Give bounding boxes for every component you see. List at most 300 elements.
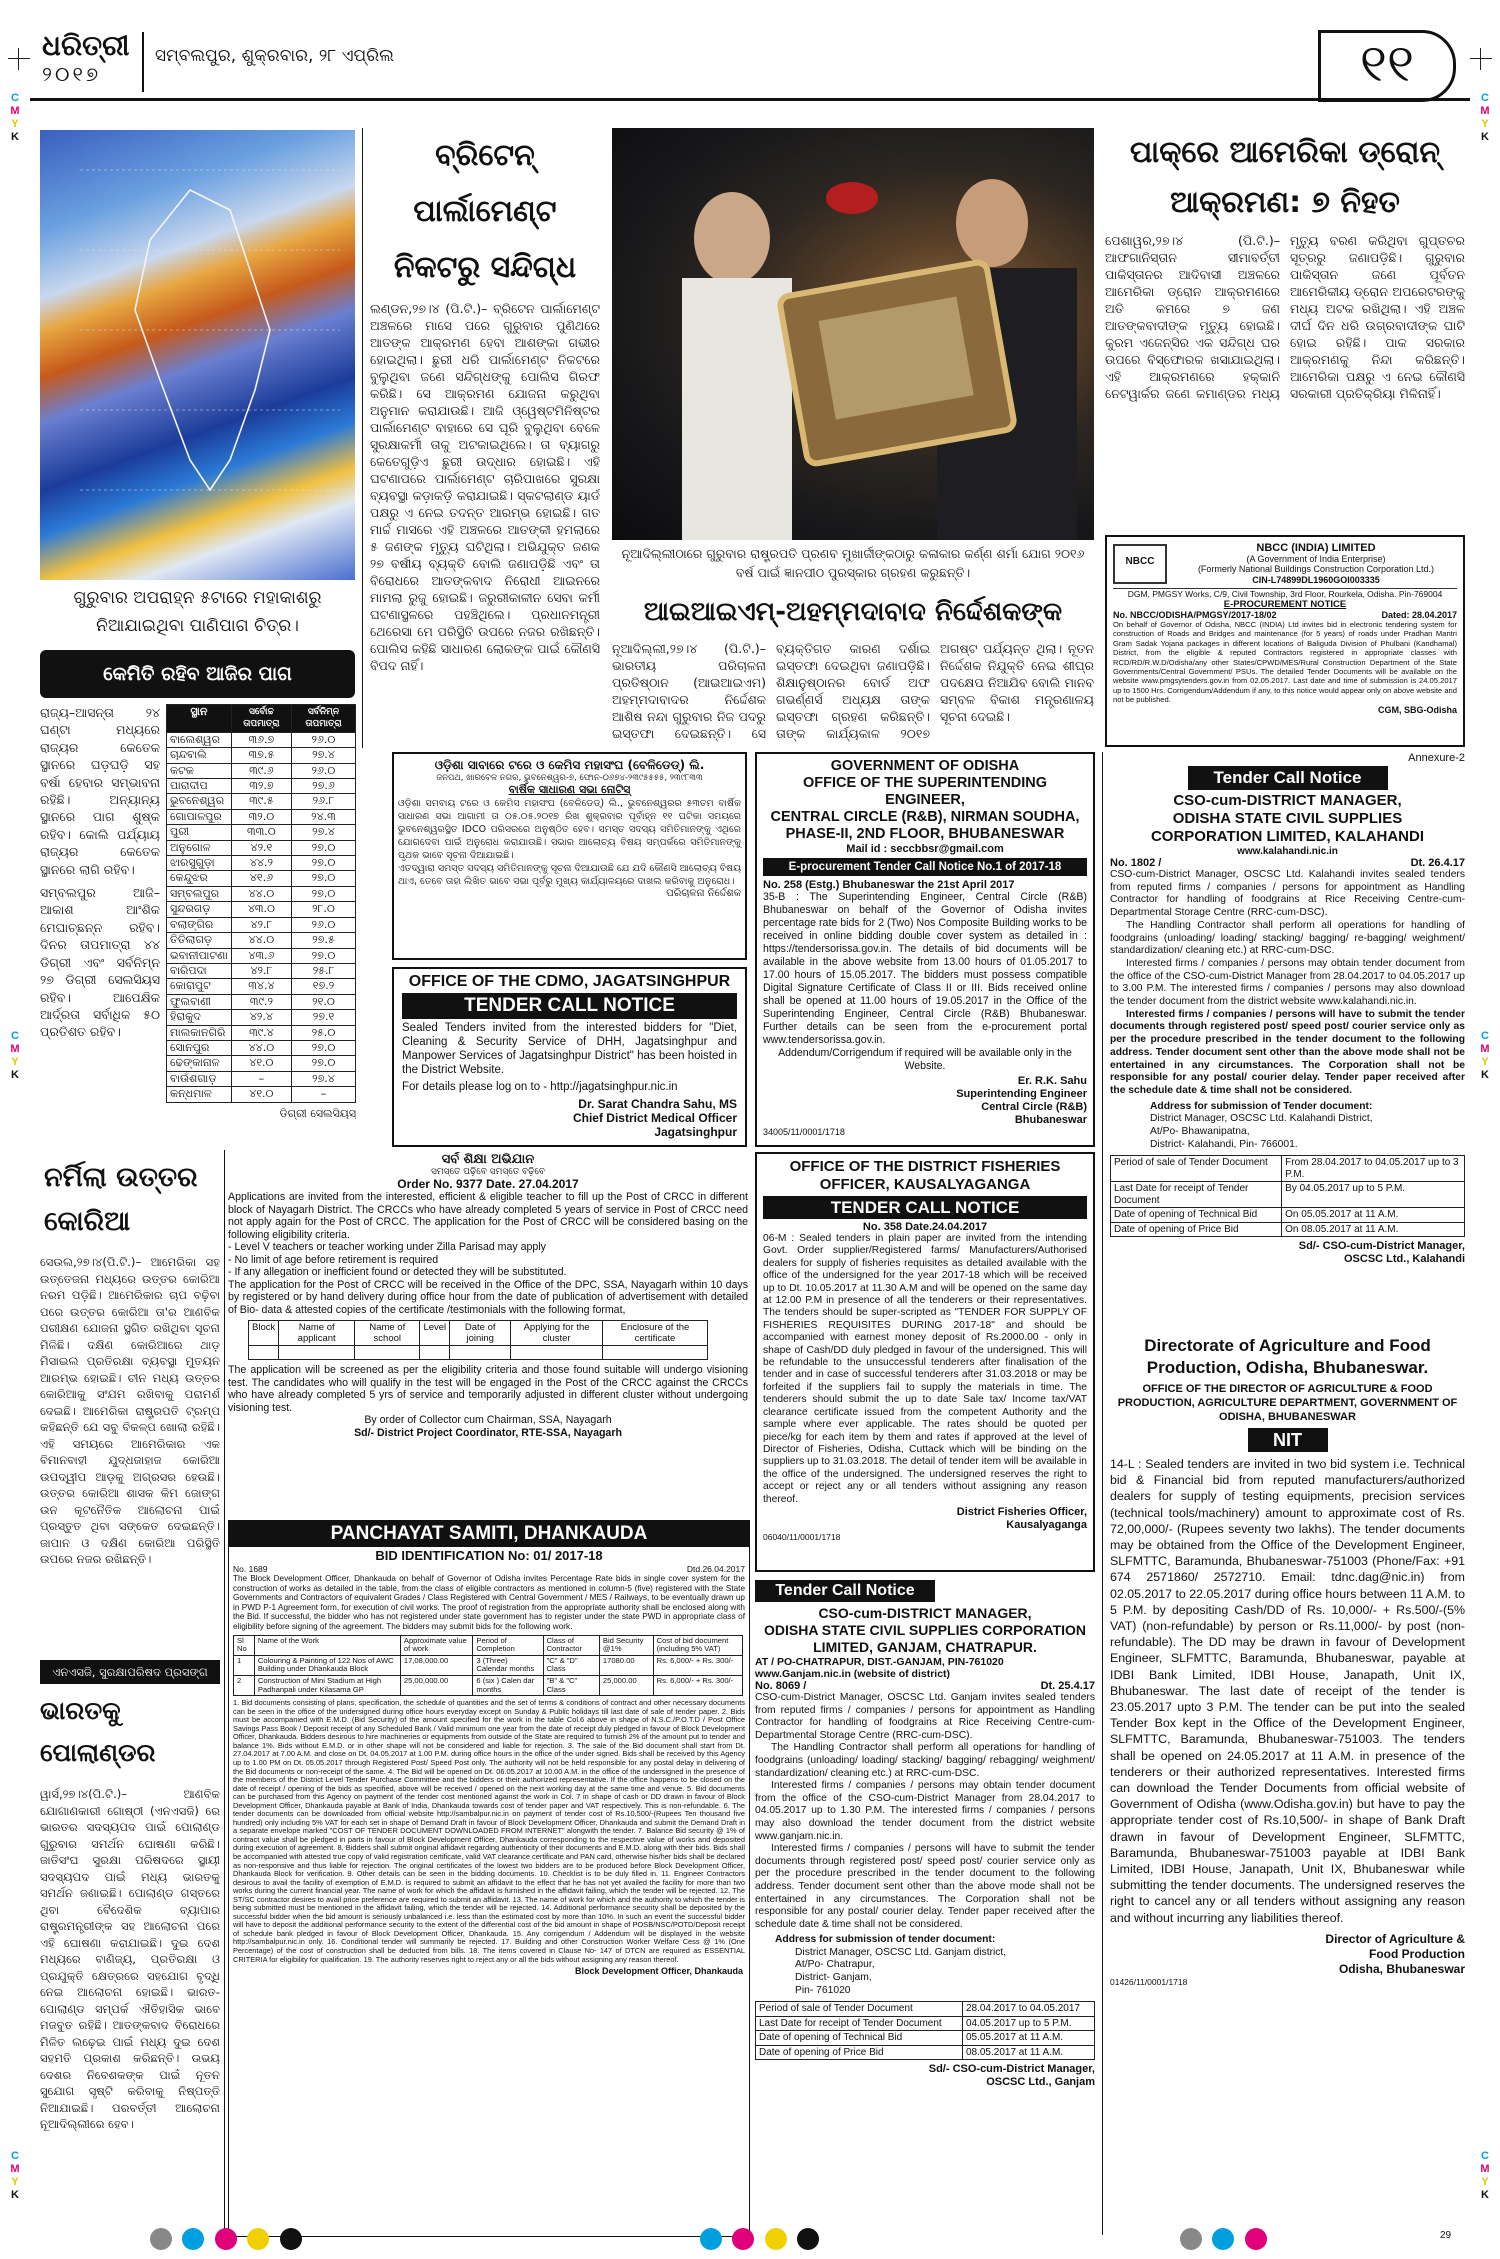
kalahandi-addr-line: District- Kalahandi, Pin- 766001. — [1150, 1138, 1298, 1150]
temperature-row — [167, 933, 356, 948]
swatch — [247, 2228, 269, 2250]
temperature-row — [167, 763, 356, 778]
temperature-row — [167, 825, 356, 840]
works-cell: Rs. 6,000/- + Rs. 300/- — [653, 1675, 742, 1695]
temp-max: ୪୧.୦ — [231, 1087, 291, 1102]
schedule-value: 04.05.2017 up to 5 P.M. — [962, 2016, 1094, 2031]
cmyk-marker-right: C M Y K — [1480, 92, 1490, 143]
temp-min: – — [291, 1087, 355, 1102]
temp-max: ୩୯.୨ — [231, 994, 291, 1009]
cmyk-marker-left: C M Y K — [10, 1030, 20, 1081]
story3-headline: ଆଇଆଇଏମ୍-ଅହମ୍ମଦାବାଦ ନିର୍ଦ୍ଦେଶକଙ୍କ — [643, 597, 1063, 627]
temp-min: ୨୭.୧ — [291, 1010, 355, 1025]
rnb-l1: GOVERNMENT OF ODISHA — [830, 758, 1020, 774]
temp-header-min: ସର୍ବନିମ୍ନ ତାପମାତ୍ରା — [291, 705, 355, 733]
rnb-l4: PHASE-II, 2ND FLOOR, BHUBANESWAR — [785, 826, 1065, 842]
ganjam-l1: CSO-cum-DISTRICT MANAGER, — [818, 1605, 1032, 1621]
temperature-row — [167, 871, 356, 886]
panchayat-no: No. 1689 — [233, 1564, 268, 1574]
works-cell: 25,000.00 — [599, 1675, 653, 1695]
ssa-table-header: Block — [249, 1321, 279, 1346]
temperature-row — [167, 1056, 356, 1071]
temp-min: ୨୮.୦ — [291, 902, 355, 917]
ganjam-p4: Interested firms / companies / persons will have to submit the tender documents through registered post/ speed post/ courier service only as per the procedure prescribed in the tender document to the following address. Tender document sent other than the above mode shall not be entertained in any circumstances. The Corporation shall not be responsible for any postal/ courier delay. Tender paper received after the schedule date & time shall not be considered. — [755, 1843, 1095, 1930]
story2-body: ପେଶାୱର,୨୭।୪ (ପି.ଟି.)– ଆଫଗାନିସ୍ତାନ ସୀମାବର୍ତ୍ତୀ ପାକିସ୍ତାନର ଆଦିବାସୀ ଅଞ୍ଚଳରେ ଆମେରିକା ଡ୍ରୋନ ଆକ୍ରମଣରେ ଅତି କମରେ ୭ ଜଣ ଆତଙ୍କବାଦୀଙ୍କ ମୃତ୍ୟୁ ହୋଇଛି। କୁରମ ଏଜେନ୍ସିର ଏକ ସନ୍ଦିଗ୍ଧ ଘର ଉପରେ ବିସ୍ଫୋରକ ଖସାଯାଇଥିଲା। ଏହି ଆକ୍ରମଣରେ ହକ୍କାନି ନେଟୱାର୍କର ଜଣେ କମାଣ୍ଡର ମଧ୍ୟ ମୃତ୍ୟୁ ବରଣ କରିଥିବା ଗୁପ୍ତଚର ସୂତ୍ରରୁ ଜଣାପଡ଼ିଛି। ଗୁରୁବାର ପାକିସ୍ତାନ ଜଣେ ପୂର୍ବତନ ଆମେରିକୀୟ ଡ୍ରୋନ ଅପରେଟରଙ୍କୁ ମଧ୍ୟ ଅଟକ ରଖିଥିଲା। ଏହି ଅଞ୍ଚଳ ଦୀର୍ଘ ଦିନ ଧରି ଉଗ୍ରବାଦୀଙ୍କ ଘାଟି ହୋଇ ରହିଛି। ପାକ ସରକାର ଆକ୍ରମଣକୁ ନିନ୍ଦା କରିଛନ୍ତି। ଆମେରିକା ପକ୍ଷରୁ ଏ ନେଇ କୌଣସି ସରକାରୀ ପ୍ରତିକ୍ରିୟା ମିଳିନାହିଁ। — [1105, 233, 1465, 401]
swatch — [150, 2228, 172, 2250]
temp-min: ୨୭.୬ — [291, 779, 355, 794]
works-cell: 17080.00 — [599, 1655, 653, 1675]
temp-place: କନ୍ଧମାଳ — [167, 1087, 232, 1102]
fisheries-tender-notice — [755, 1152, 1095, 1572]
ssa-table-header: Applying for the cluster — [511, 1321, 603, 1346]
ssa-order: Order No. 9377 Date. 27.04.2017 — [397, 1177, 579, 1191]
fisheries-l1: OFFICE OF THE DISTRICT FISHERIES — [789, 1158, 1061, 1175]
registration-mark — [8, 48, 30, 70]
kalahandi-l1: CSO-cum-DISTRICT MANAGER, — [1173, 792, 1402, 809]
schedule-label: Last Date for receipt of Tender Document — [1111, 1182, 1282, 1208]
fisheries-code: 06040/11/0001/1718 — [763, 1531, 841, 1542]
works-cell: Rs. 6,000/- + Rs. 300/- — [653, 1655, 742, 1675]
temp-max: ୩୭.୫ — [231, 748, 291, 763]
temp-header-place: ସ୍ଥାନ — [167, 705, 232, 733]
rnb-sign4: Bhubaneswar — [1014, 1114, 1087, 1126]
works-cell: 6 (six ) Calen dar months — [473, 1675, 543, 1695]
ssa-criterion: - If any allegation or inefficient found or detected they will be substituted. — [228, 1266, 567, 1278]
swatch — [700, 2228, 722, 2250]
nbcc-logo: NBCC — [1113, 544, 1167, 584]
temp-max: – — [231, 1071, 291, 1086]
temp-min: ୨୬.୦ — [291, 763, 355, 778]
fisheries-l2: OFFICER, KAUSALYAGANGA — [819, 1176, 1031, 1193]
temperature-row — [167, 748, 356, 763]
cmyk-marker-left: C M Y K — [10, 92, 20, 143]
temp-max: ୪୪.୦ — [231, 1040, 291, 1055]
photo-caption: ନୂଆଦିଲ୍ଲୀଠାରେ ଗୁରୁବାର ରାଷ୍ଟ୍ରପତି ପ୍ରଣବ ମୁଖାର୍ଜୀଙ୍କଠାରୁ କଳାକାର କର୍ଣ୍ଣ ଶର୍ମା ଯୋଗ ୨୦୧୬ ବର୍ଷ ପାଇଁ ଜ୍ଞାନପୀଠ ପୁରସ୍କାର ଗ୍ରହଣ କରୁଛନ୍ତି। — [621, 546, 1085, 580]
temperature-row — [167, 902, 356, 917]
ganjam-p3: Interested firms / companies / persons may obtain tender document from the office of the CSO-cum-District Manager from 28.04.2017 to 04.05.2017 up to 1.30 P.M. The interested firms / companies / persons may also download the tender document from the district website www.ganjam.nic.in. — [755, 1780, 1095, 1842]
temperature-row — [167, 979, 356, 994]
ssa-format-table — [248, 1320, 708, 1360]
schedule-label: Date of opening of Price Bid — [1111, 1222, 1282, 1237]
story1-body: ଲଣ୍ଡନ,୨୭।୪ (ପି.ଟି.)– ବ୍ରିଟେନ ପାର୍ଲାମେଣ୍ଟ ଅଞ୍ଚଳରେ ମାସେ ପରେ ଗୁରୁବାର ପୁଣିଥରେ ଆତଙ୍କ ଆକ୍ରମଣ ହେବା ଆଶଙ୍କା ଗଭୀର ହୋଇଥିଲା। ଛୁରୀ ଧରି ପାର୍ଲାମେଣ୍ଟ ନିକଟରେ ବୁଲୁଥିବା ଜଣେ ସନ୍ଦିଗ୍ଧଙ୍କୁ ପୋଲିସ ଗିରଫ କରିଛି। ସେ ଆକ୍ରମଣ ଯୋଜନା କରୁଥିବା ଅନୁମାନ କରାଯାଉଛି। ଆଜି ଓ୍ୱେଷ୍ଟମିନିଷ୍ଟର ପାର୍ଲାମେଣ୍ଟ ବାହାରେ ସେ ଘୂରି ବୁଲୁଥିବା ବେଳେ ସୁରକ୍ଷାକର୍ମୀ ତାକୁ ଅଟକାଇଥିଲେ। ତା ବ୍ୟାଗରୁ କେତେଗୁଡ଼ିଏ ଛୁରୀ ଉଦ୍ଧାର ହୋଇଛି। ଏହି ଘଟଣାପରେ ପାର୍ଲାମେଣ୍ଟ ଚାରିପାଖରେ ସୁରକ୍ଷା ବ୍ୟବସ୍ଥା କଡ଼ାକଡ଼ି କରାଯାଇଛି। ସ୍କଟଲାଣ୍ଡ ୟାର୍ଡ ପକ୍ଷରୁ ଏ ନେଇ ତଦନ୍ତ ଆରମ୍ଭ ହୋଇଛି। ଗତ ମାର୍ଚ୍ଚ ମାସରେ ଏହି ଅଞ୍ଚଳରେ ଆତଙ୍କୀ ହମଲାରେ ୫ ଜଣଙ୍କ ମୃତ୍ୟୁ ଘଟିଥିଲା। ଅଭିଯୁକ୍ତ ଜଣକ ୨୭ ବର୍ଷୀୟ ବ୍ୟକ୍ତି ବୋଲି ଜଣାପଡ଼ିଛି ଏବଂ ତା ବିରୋଧରେ ଆତଙ୍କବାଦ ନିରୋଧୀ ଆଇନରେ ମାମଲା ରୁଜୁ ହୋଇଛି। ଜରୁରୀକାଳୀନ ସେବା କର୍ମୀ ଘଟଣାସ୍ଥଳରେ ପହଞ୍ଚିଥିଲେ। ପ୍ରଧାନମନ୍ତ୍ରୀ ଥେରେସା ମେ ପରିସ୍ଥିତି ଉପରେ ନଜର ରଖିଛନ୍ତି। ପୋଲିସ କହିଛି ସାଧାରଣ ଲୋକଙ୍କ ପାଇଁ କୌଣସି ବିପଦ ନାହିଁ। — [370, 301, 600, 673]
works-header: Bid Security @1% — [599, 1635, 653, 1655]
news-photo — [612, 128, 1094, 540]
temp-place: ଭବାନୀପାଟଣା — [167, 948, 232, 963]
rnb-sign1: Er. R.K. Sahu — [1017, 1075, 1087, 1087]
kalahandi-l3: CORPORATION LIMITED, KALAHANDI — [1150, 828, 1425, 845]
temp-max: ୩୪.୪ — [231, 979, 291, 994]
agriculture-nit-notice — [1110, 1335, 1465, 2235]
schedule-value: From 28.04.2017 to 04.05.2017 up to 3 P.M. — [1282, 1156, 1465, 1182]
ganjam-addr-title: Address for submission of tender document: — [775, 1934, 996, 1946]
kalahandi-l2: ODISHA STATE CIVIL SUPPLIES — [1172, 810, 1403, 827]
cdmo-title: OFFICE OF THE CDMO, JAGATSINGHPUR — [408, 973, 731, 990]
nbcc-ad — [1105, 535, 1465, 747]
ssa-body3: The application will be screened as per the eligibility criteria and those found suitable will undergo visioning test. The candidates who will qualify in the test will be engaged in the Post of the CRCC against the CRCCs who have already completed 5 yrs of service and temporarily adjusted in different cluster without undergoing visioning test. — [228, 1364, 748, 1414]
agri-code: 01426/11/0001/1718 — [1110, 1976, 1188, 1987]
kalahandi-addr-title: Address for submission of Tender document: — [1150, 1100, 1373, 1112]
cdmo-body: Sealed Tenders invited from the interested bidders for "Diet, Cleaning & Security Service of DHH, Jagatsinghpur and Manpower Services of Jagatsinghpur District" has been hoisted in the District Website. — [402, 1022, 737, 1076]
temp-min: ୨୭.୪ — [291, 748, 355, 763]
temp-min: ୨୭.୪ — [291, 1071, 355, 1086]
ocac-body: ଓଡ଼ିଶା ସମବାୟ ଟରେ ଓ କେମିସ ମହାସଂଘ (ବେଳିଡେଡ୍) ଲି., ଭୁବନେଶ୍ୱରର ୫୩ତମ ବାର୍ଷିକ ସାଧାରଣ ସଭା ଆଗାମୀ ତା ୦୫.୦୫.୨୦୧୭ ରିଖ ଶୁକ୍ରବାର ପୂର୍ବାହ୍ନ ୧୧ ଘଟିକା ସମୟରେ ଭୁବନେଶ୍ୱରସ୍ଥିତ IDCO ପରିସରରେ ଅନୁଷ୍ଠିତ ହେବ। ସମସ୍ତ ସଦସ୍ୟ ସମିତିମାନଙ୍କୁ ଏଥିରେ ଯୋଗଦେବା ପାଇଁ ଅନୁରୋଧ କରାଯାଉଛି। ସଭାର ଆଲୋଚ୍ୟ ବିଷୟ ସମ୍ପର୍କରେ ସମିତିମାନଙ୍କୁ ପୃଥକ ଭାବେ ସୂଚନା ଦିଆଯାଇଛି। — [398, 798, 741, 861]
temp-min: ୧୭.୨ — [291, 979, 355, 994]
kalahandi-addr-line: At/Po- Bhawanipatna, — [1150, 1126, 1250, 1138]
kalahandi-no: No. 1802 / — [1110, 857, 1162, 869]
ocac-body2: ଏତଦ୍ୱାରା ସମସ୍ତ ସଦସ୍ୟ ସମିତିମାନଙ୍କୁ ସୂଚନା ଦିଆଯାଉଛି ଯେ ଯଦି କୌଣସି ଆଲୋଚ୍ୟ ବିଷୟ ଥାଏ, ତେବେ ତାହା ଲିଖିତ ଭାବେ ସଭା ପୂର୍ବରୁ ମୁଖ୍ୟ କାର୍ଯ୍ୟାଳୟରେ ଦାଖଲ କରିବାକୁ ଅନୁରୋଧ। — [398, 863, 742, 887]
story5-body: ୱାର୍ସ,୨୭।୪(ପି.ଟି.)– ଆଣବିକ ଯୋଗାଣକାରୀ ଗୋଷ୍ଠୀ (ଏନଏସଜି) ରେ ଭାରତର ସଦସ୍ୟପଦ ପାଇଁ ପୋଲାଣ୍ଡ ଗୁରୁବାର ସମର୍ଥନ ଘୋଷଣା କରିଛି। ଜାତିସଂଘ ସୁରକ୍ଷା ପରିଷଦରେ ସ୍ଥାୟୀ ସଦସ୍ୟପଦ ପାଇଁ ମଧ୍ୟ ଭାରତକୁ ସମର୍ଥନ ଜଣାଇଛି। ପୋଲାଣ୍ଡ ଗସ୍ତରେ ଥିବା ବୈଦେଶିକ ବ୍ୟାପାର ରାଷ୍ଟ୍ରମନ୍ତ୍ରୀଙ୍କ ସହ ଆଲୋଚନା ପରେ ଏହି ଘୋଷଣା କରାଯାଇଛି। ଦୁଇ ଦେଶ ମଧ୍ୟରେ ବାଣିଜ୍ୟ, ପ୍ରତିରକ୍ଷା ଓ ପ୍ରଯୁକ୍ତି କ୍ଷେତ୍ରରେ ସହଯୋଗ ବୃଦ୍ଧି ନେଇ ଆଲୋଚନା ହୋଇଛି। ଭାରତ-ପୋଲାଣ୍ଡ ସମ୍ପର୍କ ଐତିହାସିକ ଭାବେ ମଜବୁତ ରହିଛି। ଆତଙ୍କବାଦ ବିରୋଧରେ ମିଳିତ ଲଢ଼େଇ ପାଇଁ ମଧ୍ୟ ଦୁଇ ଦେଶ ସହମତି ପ୍ରକାଶ କରିଛନ୍ତି। ଉଭୟ ଦେଶର ନିବେଶକଙ୍କ ପାଇଁ ନୂତନ ସୁଯୋଗ ସୃଷ୍ଟି କରିବାକୁ ନିଷ୍ପତ୍ତି ନିଆଯାଇଛି। ପରବର୍ତ୍ତୀ ଆଲୋଚନା ନୂଆଦିଲ୍ଲୀରେ ହେବ। — [40, 1787, 220, 2131]
temp-place: ତିତିଲାଗଡ଼ — [167, 933, 232, 948]
photo-figures — [612, 128, 1094, 540]
ocac-address: ଜନପଥ, ଖାରବେଳ ନଗର, ଭୁବନେଶ୍ୱର-୭, ଫୋନ-୦୬୭୪-୨୩୯୫୫୫୫, ୨୩୯୮୩୩ — [436, 773, 703, 783]
works-cell: "B" & "C" Class — [543, 1675, 599, 1695]
swatch — [280, 2228, 302, 2250]
temp-max: ୪୪.୨ — [231, 856, 291, 871]
logo-wordmark: ଧରିତ୍ରୀ — [42, 29, 130, 62]
ganjam-web: www.Ganjam.nic.in (website of district) — [755, 1668, 951, 1680]
schedule-value: On 05.05.2017 at 11 A.M. — [1282, 1208, 1465, 1223]
satellite-weather-map — [40, 130, 355, 580]
temp-place: ଚାନ୍ଦବାଲି — [167, 748, 232, 763]
swatch — [1245, 2228, 1267, 2250]
swatch — [765, 2228, 787, 2250]
nbcc-name: NBCC (INDIA) LIMITED — [1256, 542, 1376, 554]
temp-max: ୩୩.୦ — [231, 825, 291, 840]
temp-min: ୨୭.୦ — [291, 840, 355, 855]
works-cell: Construction of Mini Stadium at High Padhanpali under Kilasama GP — [254, 1675, 400, 1695]
schedule-value: 08.05.2017 at 11 A.M. — [962, 2045, 1094, 2060]
works-cell: 2 — [234, 1675, 255, 1695]
ganjam-l3: LIMITED, GANJAM, CHATRAPUR. — [813, 1639, 1037, 1655]
temp-place: ବାଉଁଶଗାଡ଼ — [167, 1071, 232, 1086]
rnb-l3: CENTRAL CIRCLE (R&B), NIRMAN SOUDHA, — [770, 809, 1080, 825]
rnb-sign3: Central Circle (R&B) — [981, 1101, 1087, 1113]
temperature-row — [167, 948, 356, 963]
cdmo-sign1: Dr. Sarat Chandra Sahu, MS — [578, 1097, 737, 1111]
temp-min: ୨୪.୩ — [291, 809, 355, 824]
ssa-body2: The application for the Post of CRCC will be received in the Office of the DPC, SSA, Nayagarh within 10 days by registered or by hand delivery during office hour from the date of publication of advertisement with detailed of Bio- data & attested copies of the certificate /testimonials with the following format, — [228, 1278, 748, 1316]
temperature-row — [167, 963, 356, 978]
story1-headline: ବ୍ରିଟେନ୍ ପାର୍ଲାମେଣ୍ଟ ନିକଟରୁ ସନ୍ଦିଗ୍ଧ — [393, 138, 577, 285]
temp-max: ୩୬.୭ — [231, 732, 291, 747]
rnb-l2: OFFICE OF THE SUPERINTENDING ENGINEER, — [802, 775, 1048, 808]
works-header: Cost of bid document (including 5% VAT) — [653, 1635, 742, 1655]
nbcc-cin: CIN-L74899DL1960GOI003335 — [1252, 574, 1380, 585]
temp-min: ୨୧.୦ — [291, 994, 355, 1009]
ganjam-sign1: Sd/- CSO-cum-District Manager, — [928, 2063, 1095, 2076]
ssa-sign1: By order of Collector cum Chairman, SSA, Nayagarh — [364, 1414, 612, 1426]
panchayat-intro: The Block Development Officer, Dhankauda on behalf of Governor of Odisha invites Percentage Rate bids in single cover system for the construction of works as detailed in the table, from the class of eligible contractors as mentioned in column-5 (five) registered with the State Governments and Contractors of equivalent Grades / Class Registered with Central Government / MES / Railways, to be eventually drawn up in PWD P-1 Agreement form, for execution of civil works. The proof of registration from the appropriate authority shall be enclosed along with the Bid. If successful, the bidder who has not registered under state government has to register under the state PWD in appropriate class of eligibility before signing of the agreement. The bidders may submit bids for the following work. — [233, 1574, 745, 1631]
cmyk-marker-right: C M Y K — [1480, 1030, 1490, 1081]
works-header: Sl No — [234, 1635, 255, 1655]
nbcc-sign: CGM, SBG-Odisha — [1377, 704, 1457, 715]
temperature-row — [167, 994, 356, 1009]
footer-color-swatches — [1180, 2228, 1273, 2255]
footer-page-number: 29 — [1440, 2230, 1452, 2241]
temp-max: ୪୨.୮ — [231, 963, 291, 978]
temp-place: କେନ୍ଦୁଝର — [167, 871, 232, 886]
temp-place: ବାଲେଶ୍ୱର — [167, 732, 232, 747]
temp-place: ହିରାକୁଦ — [167, 1010, 232, 1025]
ganjam-addr-line: District Manager, OSCSC Ltd. Ganjam district, — [795, 1946, 1007, 1958]
temp-place: ସମ୍ବଲପୁର — [167, 886, 232, 901]
temperature-row — [167, 1040, 356, 1055]
temperature-unit: ଡିଗ୍ରୀ ସେଲସିୟସ୍ — [279, 1106, 356, 1120]
temperature-row — [167, 1071, 356, 1086]
works-header: Name of the Work — [254, 1635, 400, 1655]
kalahandi-p1: CSO-cum-District Manager, OSCSC Ltd. Kalahandi invites sealed tenders from reputed firms / companies / persons for appointment as Handling Contractor for handling of foodgrains at Rice Receiving Centre-cum-Departmental Storage Centre (RRC-cum-DSC). — [1110, 869, 1465, 919]
column-rule — [1102, 752, 1103, 2235]
ocac-title: ଓଡ଼ିଶା ସାବାରେ ଟରେ ଓ କେମିସ ମହାସଂଘ (ବେଳିଡେଡ୍) ଲି. — [434, 758, 705, 772]
schedule-label: Date of opening of Technical Bid — [1111, 1208, 1282, 1223]
temp-min: ୨୬.୦ — [291, 732, 355, 747]
nbcc-body: On behalf of Governor of Odisha, NBCC (INDIA) Ltd invites bid in electronic tendering system for construction of Roads and Bridges and maintenance (for 5 years) of roads under Pradhan Mantri Gram Sadak Yojana packages in different locations of Baliguda Division of Phulbani (Kandhamal) District, from the eligible & reputed Contractors registered in appropriate classes with RCD/RD/R.W.D/Odisha/any other States/CPWD/MES/Rural Construction Department of the State Governments/Central Government/ PSUs. The detailed Tender Documents will be available on the website www.pmgsytenders.gov.in from 02.05.2017. Last date and time of submission is 24.05.2017 up to 1500 Hrs. Corrigendum/Addendum if any, to this notice would appear only on above website and not be published. — [1113, 620, 1457, 705]
temp-header-max: ସର୍ବୋଚ୍ଚ ତାପମାତ୍ରା — [231, 705, 291, 733]
kalahandi-sign2: OSCSC Ltd., Kalahandi — [1343, 1253, 1465, 1266]
temperature-row — [167, 917, 356, 932]
temp-place: କଟକ — [167, 763, 232, 778]
schedule-label: Last Date for receipt of Tender Document — [756, 2016, 963, 2031]
works-header: Approximate value of work — [400, 1635, 473, 1655]
temp-place: ବଲାଙ୍ଗିର — [167, 917, 232, 932]
schedule-value: 05.05.2017 at 11 A.M. — [962, 2031, 1094, 2046]
temp-min: ୨୭.୪ — [291, 825, 355, 840]
agri-body: 14-L : Sealed tenders are invited in two bid system i.e. Technical bid & Financial bid from reputed manufacturers/authorized dealers for supply of testing equipments, precision services (technical tools/machinery) amount to approximate cost of Rs. 72,00,000/- (Rupees seventy two lakhs). The tender documents may be obtained from the Office of the Development Engineer, SLFMTTC, Baramunda, Bhubaneswar-751003 (Phone/Fax: +91 674 2571860/ 2572710. Email: tdnc.dag@nic.in) from 02.05.2017 to 22.05.2017 during office hours between 11 A.M. to 5 P.M. by depositing Cash/DD of Rs. 10,000/- + Rs.500/-(5% VAT) (non-refundable) by person or Rs.11,000/- by post (non-refundable). The DD may be drawn in favour of Development Engineer, SLFMTTC, Baramunda, Bhubaneswar, payable at IDBI Bank Limited, IDBI House, Janapath, Unit IX, Bhubaneswar. The last date of receipt of the tender is 23.05.2017 upto 3 P.M. The tender can be put into the sealed Tender Box kept in the Office of the Development Engineer, SLFMTTC, Baramunda, Bhubaneswar-751003. The tenders shall be opened on 24.05.2017 at 11 A.M. in presence of the tenderers or their authorized representatives. Interested firms can download the Tender Documents from official website of Government of Odisha (www.Odisha.gov.in) but have to pay the appropriate tender cost of Rs.10,500/- in shape of Bank Draft drawn in favour of Development Engineer, SLFMTTC, Baramunda, Bhubaneswar-751003 payable at IDBI Bank Limited, IDBI House, Janapath, Unit IX, Bhubaneswar while submitting the tender documents. The undersigned reserves the right to cancel any or all tenders without assigning any reason and without incurring any liabilities thereof. — [1110, 1457, 1465, 1925]
ganjam-bar: Tender Call Notice — [755, 1580, 935, 1602]
ocac-sign: ପରିଚାଳନା ନିର୍ଦ୍ଦେଶକ — [666, 888, 741, 899]
swatch — [797, 2228, 819, 2250]
swatch — [182, 2228, 204, 2250]
cdmo-sign2: Chief District Medical Officer — [572, 1111, 737, 1125]
ganjam-p2: The Handling Contractor shall perform all operations for handling of foodgrains (unloading/ loading/ stacking/ bagging/ rebagging/ weighment/ standardization/ cleaning etc.) at RRC-cum-DSC. — [755, 1742, 1095, 1779]
temp-place: ଫୁଲବାଣୀ — [167, 994, 232, 1009]
temp-min: ୨୬.୦ — [291, 917, 355, 932]
temp-place: ଭୁବନେଶ୍ୱର — [167, 794, 232, 809]
weather-title: କେମିତି ରହିବ ଆଜିର ପାଗ — [103, 663, 292, 685]
rnb-no: No. 258 (Estg.) Bhubaneswar the 21st April 2017 — [763, 879, 1015, 891]
kalahandi-bar: Tender Call Notice — [1188, 766, 1388, 790]
temp-max: ୪୩.୬ — [231, 948, 291, 963]
temp-max: ୩୯.୬ — [231, 763, 291, 778]
ssa-table-header: Name of school — [355, 1321, 420, 1346]
story4-headline: ନର୍ମିଲା ଉତ୍ତର କୋରିଆ — [44, 1162, 198, 1237]
cdmo-bar: TENDER CALL NOTICE — [402, 993, 737, 1019]
ganjam-addr-head: AT / PO-CHATRAPUR, DIST.-GANJAM, PIN-761020 — [755, 1656, 1004, 1668]
fisheries-bar: TENDER CALL NOTICE — [763, 1196, 1087, 1219]
rnb-body: 35-B : The Superintending Engineer, Central Circle (R&B) Bhubaneswar on behalf of the Governor of Odisha invites percentage rate bids for 2 (Two) Nos Composite Building works to be received in online bidding double cover system as detailed in : https://tendersorissa.gov.in. The details of bid documents will be available in the above website from 13.00 hours of 01.05.2017 to 17.00 hours of 15.05.2017. The bidders must possess compatible Digital Signature Certificate of Class II or III. Bids received online shall be opened at 11.00 hours of 19.05.2017 in the Office of the Superintending Engineer, Central Circle (R&B) Bhubaneswar. Further details can be seen from the e-procurement portal www.tendersorissa.gov.in. — [763, 891, 1087, 1046]
nbcc-no: No. NBCC/ODISHA/PMGSY/2017-18/02 — [1113, 610, 1277, 620]
works-cell: "C" & "D" Class — [543, 1655, 599, 1675]
kalahandi-schedule-table — [1110, 1155, 1465, 1237]
ocac-subtitle: ବାର୍ଷିକ ସାଧାରଣ ସଭା ନୋଟିସ୍ — [508, 783, 631, 796]
kalahandi-p2: The Handling Contractor shall perform all operations for handling of foodgrains (unloading/ loading/ stacking/ bagging/ re-bagging/ weighment/ standardization/ cleaning etc.) at RRC-cum-DSC. — [1110, 919, 1465, 957]
temp-min: ୨୭.୦ — [291, 948, 355, 963]
dateline: ସମ୍ବଲପୁର, ଶୁକ୍ରବାର, ୨୮ ଏପ୍ରିଲ — [155, 46, 394, 66]
ganjam-dt: Dt. 25.4.17 — [1040, 1680, 1095, 1692]
nbcc-address: DGM, PMGSY Works, C/9, Civil Township, 3rd Floor, Rourkela, Odisha. Pin-769004 — [1113, 588, 1457, 599]
temp-max: ୩୨.୦ — [231, 809, 291, 824]
column-rule — [224, 1150, 225, 2235]
temp-place: ଝାରସୁଗୁଡ଼ା — [167, 856, 232, 871]
column-rule — [362, 128, 363, 748]
temperature-row — [167, 732, 356, 747]
ssa-table-header: Level — [420, 1321, 450, 1346]
nbcc-notice-title: E-PROCUREMENT NOTICE — [1223, 599, 1347, 610]
temp-max: ୪୪.୦ — [231, 933, 291, 948]
temp-place: ଅନୁଗୋଳ — [167, 840, 232, 855]
panchayat-conditions: 1. Bid documents consisting of plans, specification, the schedule of quantities and the set of terms & conditions of contract and other necessary documents can be seen in the office of the undersigned during office hours everyday except on Sunday & Public holidays till last date of sale of tender paper. 2. Bids must be accompanied with E.M.D. (Bid Security) of the amount specified for the work in the table Col.6 above in shape of N.S.C./P.O.T.D / Post Office Savings Pass Book / Deposit receipt of any Scheduled Bank / Valid minimum one year from the date of receipt duly pledged in favour of Block Development Officer, Dhankauda. Bidders desirous to hire machineries or equipments from outside of the State are required to furnish 2% of the amount put to tender and balance 1%. Bids without E.M.D. or in other shape will not be considered and liable for rejection. 3. The sale of the Bid document shall start from Dt. 27.04.2017 at 7.00 A.M. and close on Dt. 04.05.2017 at 1.00 P.M. during office hours in the office of the under signed. Bids shall be received by this Agency up to 1.00 PM on Dt. 05.05.2017 through Registered Post/ Speed Post only. The authority will not be held responsible for any postal delay in delivering of the Bid documents or non-receipt of the same. 4. The Bid will be opened on Dt. 06.05.2017 at 10.00 A.M. in the office of the undersigned in the presence of the members of the District Level Tender Purchase Committee and the bidders or their authorized representative. If the office happens to be closed on the date of receipt / opening of the bids as specified, above will be received / opened on the next working day at the same time and venue. 5. Bid documents can be purchased from this Agency on payment of the tender cost mentioned against the work in Col. 7 in shape of cash or DD drawn in favour of Block Development Officer, Dhankauda payable at Bank of India, Dhankauda towards cost of tender paper and VAT respectively. This is non-refundable. 6. The tender documents can be downloaded from official website http://sambalpur.nic.in on payment of tender cost of Rs.10,500/-(Rupees Ten thousand five hundred) only including 5% VAT for each set in shape of Demand Draft in favour of Block Development Officer, Dhankauda and submit the Demand Draft in a separate envelope marked "COST OF TENDER DOCUMENT DOWNLOADED FROM INTERNET" alongwith the tender. 7. Balance Bid security @ 1% of contract value shall be pledged in parts in favour of Block Development Officer, Dhankauda corresponding to the respective value of works and deposited during execution of agreement. 8. Bidders shall submit original affidavit regarding authenticity of their documents and E.M.D. along with their bids. Bids shall be accompanied with attested true copy of valid registration certificate, valid VAT clearance certificate and PAN card, otherwise his/her bids shall be declared as non-responsive and thus liable for rejection. The original certificates of the lowest two bidders are to be produced before Block Development Officer, Dhankauda Block for verification. 9. Other details can be seen in the bidding documents. 10. Checklist is to be duly filled in. 11. Engineer Contractors desirous to avail the facility of exemption of E.M.D. is required to submit an affidavit to the effect that he has not yet availed the facility for more than two works during the current financial year. The name of work for which the affidavit is furnished in the affidavit failing, which the tender will be rejected. 12. The ST/SC contractor desires to avail price preference are required to submit an affidavit. 13. The name of work for which and the authority to which the tender is being submitted must be mentioned in the affidavit failing, which the tender will be rejected. 14. Additional performance security shall be deposited by the successful bidder when the bid amount is seriously unbalanced i.e. less than the estimated cost by more than 10%. In such an event the successful bidder will have to deposit the additional performance security to the extent of the differential cost of the bid amount in shape of POSB/NSC/POTD/Deposit receipt of schedule bank pledged in favour of Block Development Officer, Dhankauda. 15. Any corrigendum / Addendum will be displayed in the website http://sambalpur.nic.in only. 16. Conditional tender will summarily be rejected. 17. Building and other Construction Worker Welfare Cess @ 1% (One Percentage) of the cost of construction shall be deducted from bills. 18. The items covered in Clause No- 147 of DTCN are required as ESSENTIAL CRITERIA for eligibility for qualification. 19. The authority reserves right to reject any or all the bids without assigning any reason thereof. — [233, 1698, 745, 1964]
cmyk-marker-left: C M Y K — [10, 2150, 20, 2201]
agri-sign2: Food Production — [1369, 1946, 1465, 1961]
ganjam-addr-line: Pin- 761020 — [795, 1984, 851, 1996]
panchayat-dated: Dtd.26.04.2017 — [686, 1564, 745, 1574]
kalahandi-dt: Dt. 26.4.17 — [1410, 857, 1465, 869]
ganjam-l2: ODISHA STATE CIVIL SUPPLIES CORPORATION — [763, 1622, 1087, 1638]
fisheries-body: 06-M : Sealed tenders in plain paper are invited from the intending Govt. Order supplier/Registered farms/ Manufacturers/Authorised dealers for supply of fisheries requisites as detailed available with the office of the undersigned for the year 2017-18 which will be received up to Dt. 10.05.2017 at 11.30 A.M and will be opened on the same day at 12.00 P.M in presence of all the tenderers or their representatives. The tenders should be super-scripted as "TENDER FOR SUPPLY OF FISHERIES REQUISITES DURING 2017-18" and should be accompanied with earnest money deposit of Rs.2000.00 - only in shape of Cash/DD duly pledged in favour of the undersigned. This will be refundable to the unsuccessful tenderers after finalisation of the tender and in case of successful tenderers after 31.03.2018 or may be forfeited if the suppliers fail to supply the materials in time. The tenderers should submit the up to date Sale tax/ Income tax/VAT clearance certificate issued from the competent Authority and the sample where ever applicable. The rates should be quoted per piece/kg for each item by them and rates if approved at the level of Director of Fisheries, Odisha, Cuttack which will be binding on the suppliers up to 31.03.2018. The detail of tender item will be available in the office of the undersigned. The undersigned reserves the right to accept or reject any or all tenders without assigning any reason thereof. — [763, 1233, 1087, 1505]
ssa-table-header: Date of joining — [450, 1321, 511, 1346]
ganjam-sign2: OSCSC Ltd., Ganjam — [986, 2076, 1095, 2089]
panchayat-sign: Block Development Officer, Dhankauda — [574, 1966, 743, 1977]
temp-place: ପୁରୀ — [167, 825, 232, 840]
panchayat-works-table — [233, 1635, 743, 1697]
temp-place: ପାରାଦୀପ — [167, 779, 232, 794]
temperature-row — [167, 840, 356, 855]
page-number: ୧୧ — [1318, 30, 1456, 102]
ganjam-no: No. 8069 / — [755, 1680, 807, 1692]
temp-place: ମାଲକାନଗିରି — [167, 1025, 232, 1040]
kalahandi-sign1: Sd/- CSO-cum-District Manager, — [1298, 1240, 1465, 1253]
schedule-value: By 04.05.2017 up to 5 P.M. — [1282, 1182, 1465, 1208]
footer-color-swatches — [700, 2228, 825, 2255]
agri-sub: OFFICE OF THE DIRECTOR OF AGRICULTURE & FOOD PRODUCTION, AGRICULTURE DEPARTMENT, GOVERNMENT OF ODISHA, BHUBANESWAR — [1117, 1383, 1458, 1423]
agri-sign3: Odisha, Bhubaneswar — [1338, 1961, 1465, 1976]
fisheries-sign2: Kausalyaganga — [1006, 1518, 1087, 1531]
temperature-row — [167, 794, 356, 809]
ssa-logo-sub: ସମସ୍ତେ ପଢ଼ିବେ ସମସ୍ତେ ବଢ଼ିବେ — [431, 1167, 545, 1177]
story4-body: ସେଉଲ,୨୭।୪(ପି.ଟି.)– ଆମେରିକା ସହ ଉତ୍ତେଜନା ମଧ୍ୟରେ ଉତ୍ତର କୋରିଆ ନରମ ପଡ଼ିଛି। ଆମେରିକାର ଚାପ ବଢ଼ିବା ପରେ ଉତ୍ତର କୋରିଆ ତା'ର ଆଣବିକ ପରୀକ୍ଷଣ ଯୋଜନା ସ୍ଥଗିତ ରଖିଥିବା ସୂଚନା ମିଳିଛି। ଦକ୍ଷିଣ କୋରିଆରେ ଥାଡ଼ ମିସାଇଲ ପ୍ରତିରକ୍ଷା ବ୍ୟବସ୍ଥା ମୁତୟନ ଆରମ୍ଭ ହୋଇଛି। ଚୀନ ମଧ୍ୟ ଉତ୍ତର କୋରିଆକୁ ସଂଯମ ରଖିବାକୁ ପରାମର୍ଶ ଦେଇଛି। ଆମେରିକା ରାଷ୍ଟ୍ରପତି ଟ୍ରମ୍ପ କହିଛନ୍ତି ଯେ ସବୁ ବିକଳ୍ପ ଖୋଲା ରହିଛି। ଏହି ସମୟରେ ଆମେରିକାର ଏକ ବିମାନବାହୀ ଯୁଦ୍ଧଜାହାଜ କୋରିଆ ଉପଦ୍ୱୀପ ଆଡ଼କୁ ଅଗ୍ରସର ହେଉଛି। ଉତ୍ତର କୋରିଆ ଶାସକ କିମ ଜୋଙ୍ଗ ଉନ କୂଟନୈତିକ ଆଲୋଚନା ପାଇଁ ପ୍ରସ୍ତୁତ ଥିବା ସଙ୍କେତ ଦେଇଛନ୍ତି। ଜାପାନ ଓ ଦକ୍ଷିଣ କୋରିଆ ପରିସ୍ଥିତି ଉପରେ ନଜର ରଖିଛନ୍ତି। — [40, 1255, 220, 1566]
temperature-row — [167, 1087, 356, 1102]
temperature-row — [167, 1025, 356, 1040]
temperature-row — [167, 886, 356, 901]
works-cell: Colouring & Painting of 122 Nos of AWC Building under Dhankauda Block — [254, 1655, 400, 1675]
weather-intro: ରାଜ୍ୟ–ଆସନ୍ତା ୨୪ ଘଣ୍ଟା ମଧ୍ୟରେ ରାଜ୍ୟର କେତେକ ସ୍ଥାନରେ ଘଡ଼ଘଡ଼ି ସହ ବର୍ଷା ହେବାର ସମ୍ଭାବନା ରହିଛି। ଅନ୍ୟାନ୍ୟ ସ୍ଥାନରେ ପାଗ ଶୁଷ୍କ ରହିବ। କୋଲି ପର୍ଯ୍ୟାୟ ରାଜ୍ୟର କେତେକ ସ୍ଥାନରେ ଲାଗି ରହିବ। — [40, 705, 160, 877]
schedule-label: Period of sale of Tender Document — [1111, 1156, 1282, 1182]
newspaper-logo — [42, 30, 140, 92]
cmyk-marker-right: C M Y K — [1480, 2150, 1490, 2201]
rnb-addendum: Addendum/Corrigendum if required will be available only in the Website. — [778, 1047, 1072, 1072]
fisheries-no: No. 358 Date.24.04.2017 — [862, 1221, 988, 1233]
map-coastline-overlay — [40, 130, 355, 580]
temp-max: ୩୯.୫ — [231, 794, 291, 809]
ganjam-addr-line: At/Po- Chatrapur, — [795, 1959, 875, 1971]
ganjam-tender-notice — [755, 1580, 1095, 2235]
ssa-crcc-notice — [228, 1152, 748, 1512]
temperature-row — [167, 856, 356, 871]
temp-min: ୨୭.୦ — [291, 1040, 355, 1055]
ssa-body: Applications are invited from the interested, efficient & eligible teacher to fill up the Post of CRCC in different block of Nayagarh District. The CRCCs who have already completed 5 years of service in Post of CRCC need not apply again for the Post of CRCC. The application for the Post of CRCC will be considered basing on the following eligibility criteria. — [228, 1191, 748, 1241]
cdmo-tender-notice — [392, 967, 747, 1147]
ssa-table-header: Name of applicant — [279, 1321, 355, 1346]
ganjam-p1: CSO-cum-District Manager, OSCSC Ltd. Ganjam invites sealed tenders from reputed firms / companies / persons for appointment as Handling Contractor for handling of foodgrains at Rice Receiving Centre-cum-Departmental Storage Centre (RRC-cum-DSC). — [755, 1692, 1095, 1741]
temp-place: ଗୋପାଳପୁର — [167, 809, 232, 824]
ganjam-schedule-table — [755, 2001, 1095, 2060]
temp-max: ୪୧.୬ — [231, 871, 291, 886]
temp-place: ବାରିପଦା — [167, 963, 232, 978]
cdmo-sign3: Jagatsinghpur — [654, 1125, 737, 1139]
ssa-criterion: - No limit of age before retirement is required — [228, 1253, 439, 1266]
swatch — [215, 2228, 237, 2250]
nbcc-sub2: (Formerly National Buildings Construction Corporation Ltd.) — [1197, 564, 1435, 574]
footer-color-swatches — [150, 2228, 308, 2255]
temp-max: ୪୨.୮ — [231, 917, 291, 932]
ganjam-addr-line: District- Ganjam, — [795, 1972, 872, 1984]
temperature-row — [167, 809, 356, 824]
temp-place: ସୁନ୍ଦରଗଡ଼ — [167, 902, 232, 917]
cdmo-link[interactable]: For details please log on to - http://jagatsinghpur.nic.in — [402, 1081, 678, 1093]
temp-max: ୪୩.୦ — [231, 902, 291, 917]
fisheries-sign1: District Fisheries Officer, — [956, 1505, 1087, 1518]
temp-min: ୨୭.୦ — [291, 886, 355, 901]
panchayat-tender-notice — [228, 1520, 750, 2237]
temp-min: ୨୭.୫ — [291, 933, 355, 948]
panchayat-bid: BID IDENTIFICATION No: 01/ 2017-18 — [375, 1548, 603, 1563]
logo-year: ୨୦୧୭ — [42, 62, 102, 86]
works-header: Class of Contractor — [543, 1635, 599, 1655]
temp-max: ୪୨.୧ — [231, 840, 291, 855]
story4-head — [40, 1152, 220, 1248]
kalahandi-annex: Annexure-2 — [1408, 752, 1465, 764]
schedule-label: Period of sale of Tender Document — [756, 2002, 963, 2017]
map-caption: ଗୁରୁବାର ଅପରାହ୍ନ ୫ଟାରେ ମହାକାଶରୁ ନିଆଯାଇଥିବା ପାଣିପାଗ ଚିତ୍ର। — [73, 588, 322, 636]
temp-place: ଢେଙ୍କାନାଳ — [167, 1056, 232, 1071]
rnb-mail: Mail id : seccbbsr@gmail.com — [846, 843, 1004, 855]
ssa-criterion: - Level V teachers or teacher working under Zilla Parisad may apply — [228, 1241, 546, 1253]
schedule-label: Date of opening of Technical Bid — [756, 2031, 963, 2046]
rnb-bar: E-procurement Tender Call Notice No.1 of 2017-18 — [763, 858, 1087, 876]
agri-title: Directorate of Agriculture and Food Production, Odisha, Bhubaneswar. — [1144, 1336, 1431, 1377]
story3-body: ନୂଆଦିଲ୍ଲୀ,୨୭।୪ (ପି.ଟି.)– ଭାରତୀୟ ପରିଚାଳନା ପ୍ରତିଷ୍ଠାନ (ଆଇଆଇଏମ) ଅହମ୍ମଦାବାଦର ନିର୍ଦ୍ଦେଶକ ଆଶିଷ ନନ୍ଦା ଗୁରୁବାର ନିଜ ପଦରୁ ଇସ୍ତଫା ଦେଇଛନ୍ତି। ସେ ବ୍ୟକ୍ତିଗତ କାରଣ ଦର୍ଶାଇ ଇସ୍ତଫା ଦେଇଥିବା ଜଣାପଡ଼ିଛି। ଶିକ୍ଷାନୁଷ୍ଠାନର ବୋର୍ଡ ଅଫ ଗଭର୍ଣ୍ଣର୍ସ ଅଧ୍ୟକ୍ଷ ତାଙ୍କ ଇସ୍ତଫା ଗ୍ରହଣ କରିଛନ୍ତି। ତାଙ୍କ କାର୍ଯ୍ୟକାଳ ୨୦୧୭ ଅଗଷ୍ଟ ପର୍ଯ୍ୟନ୍ତ ଥିଲା। ନୂତନ ନିର୍ଦ୍ଦେଶକ ନିଯୁକ୍ତି ନେଇ ଶୀଘ୍ର ପଦକ୍ଷେପ ନିଆଯିବ ବୋଲି ମାନବ ସମ୍ବଳ ବିକାଶ ମନ୍ତ୍ରଣାଳୟ ସୂଚନା ଦେଇଛି। — [612, 641, 1094, 741]
agri-bar: NIT — [1248, 1428, 1328, 1452]
schedule-value: On 08.05.2017 at 11 A.M. — [1282, 1222, 1465, 1237]
story5-headline: ଭାରତକୁ ପୋଲାଣ୍ଡର — [40, 1696, 156, 1767]
ssa-sign2: Sd/- District Project Coordinator, RTE-SSA, Nayagarh — [354, 1427, 622, 1439]
ssa-table-header: Enclosure of the certificate — [602, 1321, 707, 1346]
temp-min: ୨୫.୮ — [291, 963, 355, 978]
rnb-sign2: Superintending Engineer — [956, 1088, 1087, 1100]
temp-max: ୪୨.୪ — [231, 1010, 291, 1025]
temp-min: ୨୭.୦ — [291, 1056, 355, 1071]
schedule-value: 28.04.2017 to 04.05.2017 — [962, 2002, 1094, 2017]
ssa-logo: ସର୍ବ ଶିକ୍ଷା ଅଭିଯାନ — [441, 1152, 535, 1167]
works-header: Period of Completion — [473, 1635, 543, 1655]
temp-min: ୨୭.୦ — [291, 871, 355, 886]
kalahandi-addr-line: District Manager, OSCSC Ltd. Kalahandi District, — [1150, 1113, 1373, 1125]
registration-mark — [1470, 48, 1492, 70]
works-cell: 25,00,000.00 — [400, 1675, 473, 1695]
weather-title-bar — [40, 650, 355, 698]
masthead-divider — [142, 32, 144, 92]
nbcc-sub1: (A Government of India Enterprise) — [1246, 553, 1386, 564]
swatch — [1180, 2228, 1202, 2250]
story5-kicker: ଏନଏସଜି, ସୁରକ୍ଷାପରିଷଦ ପ୍ରସଙ୍ଗ — [40, 1660, 220, 1684]
agri-sign1: Director of Agriculture & — [1325, 1931, 1465, 1946]
kalahandi-p3: Interested firms / companies / persons may obtain tender document from the office of the CSO-cum-District Manager from 28.04.2017 to 04.05.2017 up to 3.00 P.M. The interested firms / companies / persons may also download the tender document from the district website www.kalahandi.nic.in. — [1110, 957, 1465, 1008]
swatch — [732, 2228, 754, 2250]
masthead-rule — [30, 98, 1470, 101]
works-cell: 17,08,000.00 — [400, 1655, 473, 1675]
panchayat-title: PANCHAYAT SAMITI, DHANKAUDA — [229, 1521, 749, 1547]
temperature-row — [167, 1010, 356, 1025]
